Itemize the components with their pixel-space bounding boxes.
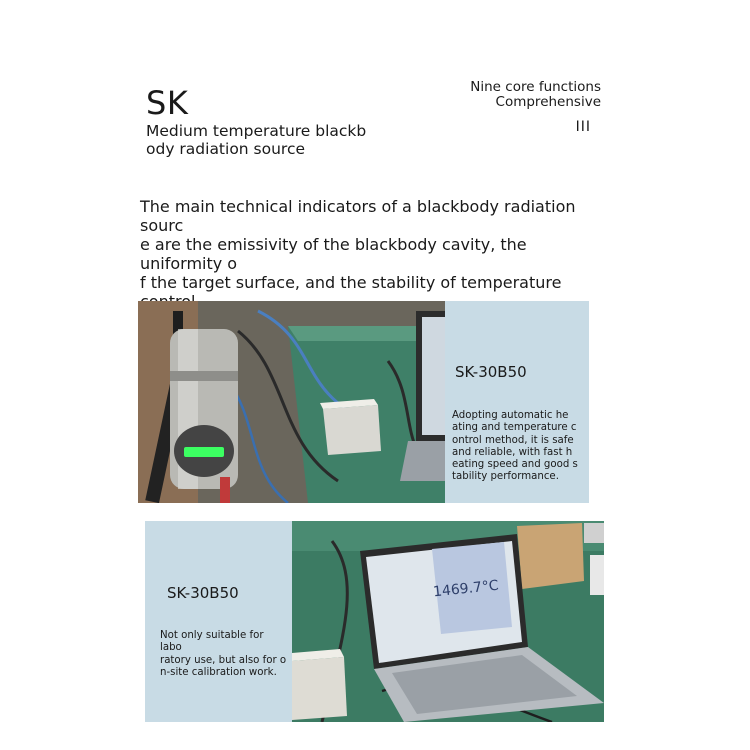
model-label: SK-30B50: [167, 584, 239, 602]
section-heading-line: Nine core functions: [470, 79, 601, 95]
product-description: [452, 410, 580, 484]
description-line: n-site calibration work.: [160, 666, 277, 678]
subtitle-line: ody radiation source: [146, 140, 306, 158]
intro-line: e are the emissivity of the blackbody cavity, the uniformity o: [140, 235, 527, 273]
blackbody-device-photo: [138, 301, 445, 503]
description-line: tability performance.: [452, 471, 559, 483]
description-line: ontrol method, it is safe: [452, 434, 574, 446]
description-line: Not only suitable for labo: [160, 630, 264, 654]
section-numeral: III: [575, 119, 591, 135]
product-panel-1: [138, 301, 589, 503]
intro-paragraph: [140, 197, 605, 311]
product-subtitle: [146, 122, 386, 158]
intro-line: f the target surface, and the stability of temperature: [140, 273, 562, 292]
description-line: ratory use, but also for o: [160, 654, 287, 666]
description-line: eating speed and good s: [452, 459, 578, 471]
product-description: [160, 630, 288, 679]
description-line: ating and temperature c: [452, 422, 577, 434]
description-line: and reliable, with fast h: [452, 446, 573, 458]
product-info-card-1: [445, 301, 589, 503]
temperature-readout: 1469.7°C: [432, 577, 500, 601]
brand-title: SK: [146, 84, 189, 122]
subtitle-line: Medium temperature blackb: [146, 122, 367, 140]
section-heading-line: Comprehensive: [495, 93, 601, 110]
laptop-illustration: [292, 521, 604, 722]
device-illustration: [138, 301, 445, 503]
laptop-photo: [292, 521, 604, 722]
product-info-card-2: [145, 521, 292, 722]
intro-line: The main technical indicators of a blackbody radiation sourc: [140, 197, 576, 235]
product-panel-2: [145, 521, 604, 722]
description-line: Adopting automatic he: [452, 410, 569, 421]
model-label: SK-30B50: [455, 363, 527, 381]
section-heading: [470, 80, 601, 109]
